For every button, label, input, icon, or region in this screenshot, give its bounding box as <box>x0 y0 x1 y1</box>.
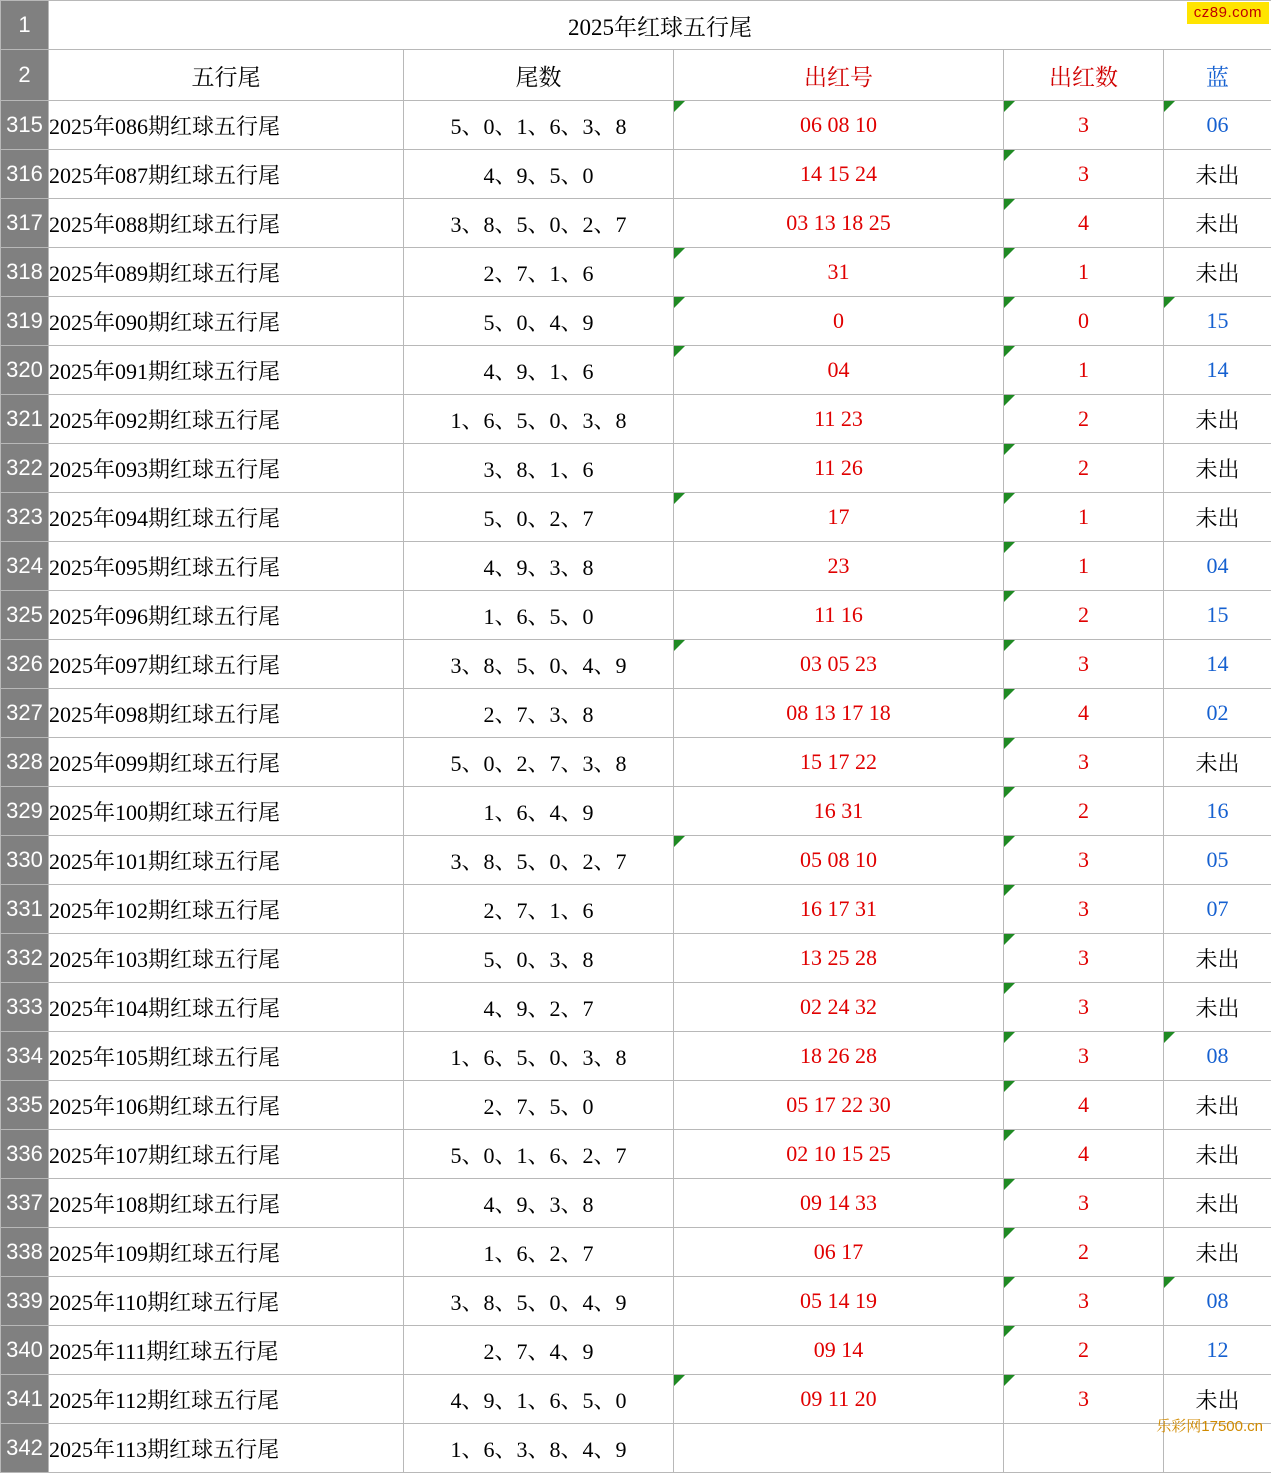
row-header[interactable]: 331 <box>1 885 49 934</box>
cell-red-count: 4 <box>1004 689 1164 738</box>
cell-tail-numbers: 3、8、5、0、4、9 <box>404 1277 674 1326</box>
cell-red-count: 3 <box>1004 1277 1164 1326</box>
row-header[interactable]: 324 <box>1 542 49 591</box>
cell-red-count: 3 <box>1004 1179 1164 1228</box>
cell-period-name: 2025年094期红球五行尾 <box>49 493 404 542</box>
cell-red-numbers: 0 <box>674 297 1004 346</box>
cell-red-numbers: 06 08 10 <box>674 101 1004 150</box>
cell-red-count: 4 <box>1004 1130 1164 1179</box>
cell-period-name: 2025年106期红球五行尾 <box>49 1081 404 1130</box>
cell-red-count: 1 <box>1004 542 1164 591</box>
cell-red-count: 4 <box>1004 1081 1164 1130</box>
cell-red-numbers: 15 17 22 <box>674 738 1004 787</box>
cell-tail-numbers: 2、7、1、6 <box>404 885 674 934</box>
cell-red-numbers: 16 17 31 <box>674 885 1004 934</box>
cell-tail-numbers: 5、0、3、8 <box>404 934 674 983</box>
cell-tail-numbers: 2、7、4、9 <box>404 1326 674 1375</box>
table-row <box>1 493 1271 542</box>
cell-period-name: 2025年110期红球五行尾 <box>49 1277 404 1326</box>
cell-tail-numbers: 4、9、3、8 <box>404 1179 674 1228</box>
cell-blue-number: 06 <box>1164 101 1271 150</box>
cell-red-numbers: 09 11 20 <box>674 1375 1004 1424</box>
cell-red-count: 3 <box>1004 640 1164 689</box>
cell-period-name: 2025年112期红球五行尾 <box>49 1375 404 1424</box>
cell-blue-number: 未出 <box>1164 738 1271 787</box>
cell-blue-number: 14 <box>1164 346 1271 395</box>
cell-red-numbers: 23 <box>674 542 1004 591</box>
cell-tail-numbers: 1、6、5、0、3、8 <box>404 1032 674 1081</box>
cell-tail-numbers: 2、7、1、6 <box>404 248 674 297</box>
cell-red-count: 2 <box>1004 787 1164 836</box>
cell-tail-numbers: 1、6、3、8、4、9 <box>404 1424 674 1473</box>
table-row <box>1 787 1271 836</box>
table-row <box>1 689 1271 738</box>
table-row <box>1 1375 1271 1424</box>
cell-blue-number: 未出 <box>1164 1081 1271 1130</box>
cell-period-name: 2025年095期红球五行尾 <box>49 542 404 591</box>
cell-tail-numbers: 3、8、5、0、2、7 <box>404 199 674 248</box>
cell-tail-numbers: 5、0、4、9 <box>404 297 674 346</box>
cell-red-numbers: 31 <box>674 248 1004 297</box>
cell-tail-numbers: 1、6、5、0 <box>404 591 674 640</box>
table-row <box>1 199 1271 248</box>
cell-blue-number: 08 <box>1164 1277 1271 1326</box>
cell-blue-number: 15 <box>1164 297 1271 346</box>
cell-tail-numbers: 5、0、1、6、3、8 <box>404 101 674 150</box>
cell-red-numbers: 11 16 <box>674 591 1004 640</box>
row-header[interactable]: 334 <box>1 1032 49 1081</box>
cell-blue-number: 未出 <box>1164 150 1271 199</box>
row-header[interactable]: 320 <box>1 346 49 395</box>
column-header-five-element-tail: 五行尾 <box>49 50 404 101</box>
cell-blue-number: 02 <box>1164 689 1271 738</box>
cell-tail-numbers: 4、9、3、8 <box>404 542 674 591</box>
cell-red-count: 1 <box>1004 346 1164 395</box>
table-row <box>1 346 1271 395</box>
cell-period-name: 2025年102期红球五行尾 <box>49 885 404 934</box>
cell-red-numbers: 17 <box>674 493 1004 542</box>
cell-period-name: 2025年107期红球五行尾 <box>49 1130 404 1179</box>
column-header-tail-numbers: 尾数 <box>404 50 674 101</box>
cell-blue-number: 16 <box>1164 787 1271 836</box>
cell-blue-number: 未出 <box>1164 1228 1271 1277</box>
row-header[interactable]: 319 <box>1 297 49 346</box>
table-row <box>1 591 1271 640</box>
row-header[interactable]: 342 <box>1 1424 49 1473</box>
cell-tail-numbers: 4、9、5、0 <box>404 150 674 199</box>
row-header[interactable]: 338 <box>1 1228 49 1277</box>
row-header-1[interactable]: 1 <box>1 1 49 50</box>
cell-red-numbers: 08 13 17 18 <box>674 689 1004 738</box>
cell-tail-numbers: 1、6、2、7 <box>404 1228 674 1277</box>
cell-red-count: 3 <box>1004 738 1164 787</box>
cell-period-name: 2025年100期红球五行尾 <box>49 787 404 836</box>
cell-period-name: 2025年108期红球五行尾 <box>49 1179 404 1228</box>
row-header[interactable]: 335 <box>1 1081 49 1130</box>
cell-red-count: 3 <box>1004 150 1164 199</box>
cell-tail-numbers: 4、9、1、6、5、0 <box>404 1375 674 1424</box>
cell-tail-numbers: 2、7、3、8 <box>404 689 674 738</box>
row-header[interactable]: 328 <box>1 738 49 787</box>
cell-tail-numbers: 1、6、4、9 <box>404 787 674 836</box>
cell-red-numbers: 11 23 <box>674 395 1004 444</box>
cell-blue-number: 未出 <box>1164 1130 1271 1179</box>
cell-red-count: 2 <box>1004 444 1164 493</box>
cell-period-name: 2025年087期红球五行尾 <box>49 150 404 199</box>
cell-period-name: 2025年092期红球五行尾 <box>49 395 404 444</box>
cell-red-count: 3 <box>1004 1032 1164 1081</box>
cell-red-numbers: 18 26 28 <box>674 1032 1004 1081</box>
cell-red-numbers: 05 17 22 30 <box>674 1081 1004 1130</box>
column-header-red-count: 出红数 <box>1004 50 1164 101</box>
table-row <box>1 885 1271 934</box>
cell-period-name: 2025年109期红球五行尾 <box>49 1228 404 1277</box>
cell-red-count: 3 <box>1004 983 1164 1032</box>
cell-tail-numbers: 5、0、2、7、3、8 <box>404 738 674 787</box>
table-row <box>1 1032 1271 1081</box>
watermark-top-right: cz89.com <box>1187 2 1269 24</box>
cell-blue-number: 14 <box>1164 640 1271 689</box>
cell-tail-numbers: 4、9、2、7 <box>404 983 674 1032</box>
table-row <box>1 1424 1271 1473</box>
cell-red-count: 3 <box>1004 934 1164 983</box>
table-row <box>1 1228 1271 1277</box>
cell-tail-numbers: 3、8、1、6 <box>404 444 674 493</box>
cell-red-count: 3 <box>1004 836 1164 885</box>
cell-blue-number: 未出 <box>1164 444 1271 493</box>
row-header[interactable]: 339 <box>1 1277 49 1326</box>
table-row <box>1 1326 1271 1375</box>
cell-red-count <box>1004 1424 1164 1473</box>
table-row <box>1 640 1271 689</box>
cell-period-name: 2025年097期红球五行尾 <box>49 640 404 689</box>
cell-tail-numbers: 1、6、5、0、3、8 <box>404 395 674 444</box>
row-header[interactable]: 321 <box>1 395 49 444</box>
cell-blue-number: 未出 <box>1164 199 1271 248</box>
cell-period-name: 2025年090期红球五行尾 <box>49 297 404 346</box>
cell-blue-number: 未出 <box>1164 983 1271 1032</box>
cell-period-name: 2025年093期红球五行尾 <box>49 444 404 493</box>
cell-tail-numbers: 5、0、1、6、2、7 <box>404 1130 674 1179</box>
cell-period-name: 2025年091期红球五行尾 <box>49 346 404 395</box>
cell-period-name: 2025年105期红球五行尾 <box>49 1032 404 1081</box>
cell-blue-number: 05 <box>1164 836 1271 885</box>
table-row <box>1 836 1271 885</box>
row-header[interactable]: 329 <box>1 787 49 836</box>
cell-red-numbers: 16 31 <box>674 787 1004 836</box>
cell-red-count: 4 <box>1004 199 1164 248</box>
table-row <box>1 395 1271 444</box>
cell-tail-numbers: 3、8、5、0、2、7 <box>404 836 674 885</box>
table-row <box>1 542 1271 591</box>
cell-period-name: 2025年101期红球五行尾 <box>49 836 404 885</box>
row-header[interactable]: 340 <box>1 1326 49 1375</box>
column-header-blue: 蓝 <box>1164 50 1271 101</box>
row-header[interactable]: 318 <box>1 248 49 297</box>
cell-red-numbers: 13 25 28 <box>674 934 1004 983</box>
cell-blue-number: 12 <box>1164 1326 1271 1375</box>
row-header[interactable]: 326 <box>1 640 49 689</box>
cell-red-numbers: 11 26 <box>674 444 1004 493</box>
cell-tail-numbers: 3、8、5、0、4、9 <box>404 640 674 689</box>
cell-red-count: 3 <box>1004 101 1164 150</box>
cell-blue-number: 未出 <box>1164 395 1271 444</box>
cell-red-numbers: 09 14 33 <box>674 1179 1004 1228</box>
table-row <box>1 248 1271 297</box>
table-row <box>1 150 1271 199</box>
table-row <box>1 934 1271 983</box>
cell-period-name: 2025年103期红球五行尾 <box>49 934 404 983</box>
table-row <box>1 1130 1271 1179</box>
cell-blue-number: 未出 <box>1164 1375 1271 1424</box>
cell-blue-number: 08 <box>1164 1032 1271 1081</box>
title-row <box>1 1 1271 50</box>
cell-red-count: 1 <box>1004 248 1164 297</box>
cell-period-name: 2025年113期红球五行尾 <box>49 1424 404 1473</box>
cell-blue-number: 未出 <box>1164 493 1271 542</box>
cell-red-count: 2 <box>1004 591 1164 640</box>
cell-red-count: 2 <box>1004 1326 1164 1375</box>
table-row <box>1 738 1271 787</box>
cell-red-numbers: 02 10 15 25 <box>674 1130 1004 1179</box>
cell-blue-number: 未出 <box>1164 1179 1271 1228</box>
cell-red-count: 3 <box>1004 1375 1164 1424</box>
cell-red-numbers: 03 13 18 25 <box>674 199 1004 248</box>
row-header-2[interactable]: 2 <box>1 50 49 101</box>
cell-red-numbers: 03 05 23 <box>674 640 1004 689</box>
cell-tail-numbers: 5、0、2、7 <box>404 493 674 542</box>
row-header[interactable]: 341 <box>1 1375 49 1424</box>
column-header-red-numbers: 出红号 <box>674 50 1004 101</box>
cell-tail-numbers: 2、7、5、0 <box>404 1081 674 1130</box>
cell-blue-number: 04 <box>1164 542 1271 591</box>
cell-period-name: 2025年104期红球五行尾 <box>49 983 404 1032</box>
cell-blue-number: 未出 <box>1164 248 1271 297</box>
row-header[interactable]: 323 <box>1 493 49 542</box>
cell-red-numbers: 02 24 32 <box>674 983 1004 1032</box>
cell-red-numbers: 14 15 24 <box>674 150 1004 199</box>
table-row <box>1 1277 1271 1326</box>
row-header[interactable]: 337 <box>1 1179 49 1228</box>
cell-red-count: 2 <box>1004 1228 1164 1277</box>
row-header[interactable]: 325 <box>1 591 49 640</box>
watermark-bottom-right: 乐彩网17500.cn <box>1156 1415 1263 1436</box>
cell-red-count: 0 <box>1004 297 1164 346</box>
row-header[interactable]: 332 <box>1 934 49 983</box>
cell-blue-number: 未出 <box>1164 934 1271 983</box>
row-header[interactable]: 317 <box>1 199 49 248</box>
cell-period-name: 2025年086期红球五行尾 <box>49 101 404 150</box>
page-title: 2025年红球五行尾 <box>49 1 1271 50</box>
row-header[interactable]: 315 <box>1 101 49 150</box>
cell-red-numbers: 05 14 19 <box>674 1277 1004 1326</box>
cell-blue-number: 15 <box>1164 591 1271 640</box>
cell-period-name: 2025年096期红球五行尾 <box>49 591 404 640</box>
cell-red-numbers <box>674 1424 1004 1473</box>
cell-tail-numbers: 4、9、1、6 <box>404 346 674 395</box>
cell-red-count: 2 <box>1004 395 1164 444</box>
cell-period-name: 2025年088期红球五行尾 <box>49 199 404 248</box>
table-row <box>1 101 1271 150</box>
table-row <box>1 983 1271 1032</box>
row-header[interactable]: 336 <box>1 1130 49 1179</box>
cell-period-name: 2025年098期红球五行尾 <box>49 689 404 738</box>
table-row <box>1 1179 1271 1228</box>
cell-red-count: 1 <box>1004 493 1164 542</box>
cell-period-name: 2025年089期红球五行尾 <box>49 248 404 297</box>
row-header[interactable]: 330 <box>1 836 49 885</box>
cell-red-count: 3 <box>1004 885 1164 934</box>
table-row <box>1 444 1271 493</box>
cell-red-numbers: 05 08 10 <box>674 836 1004 885</box>
row-header[interactable]: 333 <box>1 983 49 1032</box>
cell-blue-number: 07 <box>1164 885 1271 934</box>
row-header[interactable]: 316 <box>1 150 49 199</box>
cell-period-name: 2025年111期红球五行尾 <box>49 1326 404 1375</box>
row-header[interactable]: 327 <box>1 689 49 738</box>
header-row <box>1 50 1271 101</box>
cell-red-numbers: 04 <box>674 346 1004 395</box>
table-row <box>1 297 1271 346</box>
cell-red-numbers: 06 17 <box>674 1228 1004 1277</box>
cell-red-numbers: 09 14 <box>674 1326 1004 1375</box>
table-row <box>1 1081 1271 1130</box>
cell-period-name: 2025年099期红球五行尾 <box>49 738 404 787</box>
row-header[interactable]: 322 <box>1 444 49 493</box>
